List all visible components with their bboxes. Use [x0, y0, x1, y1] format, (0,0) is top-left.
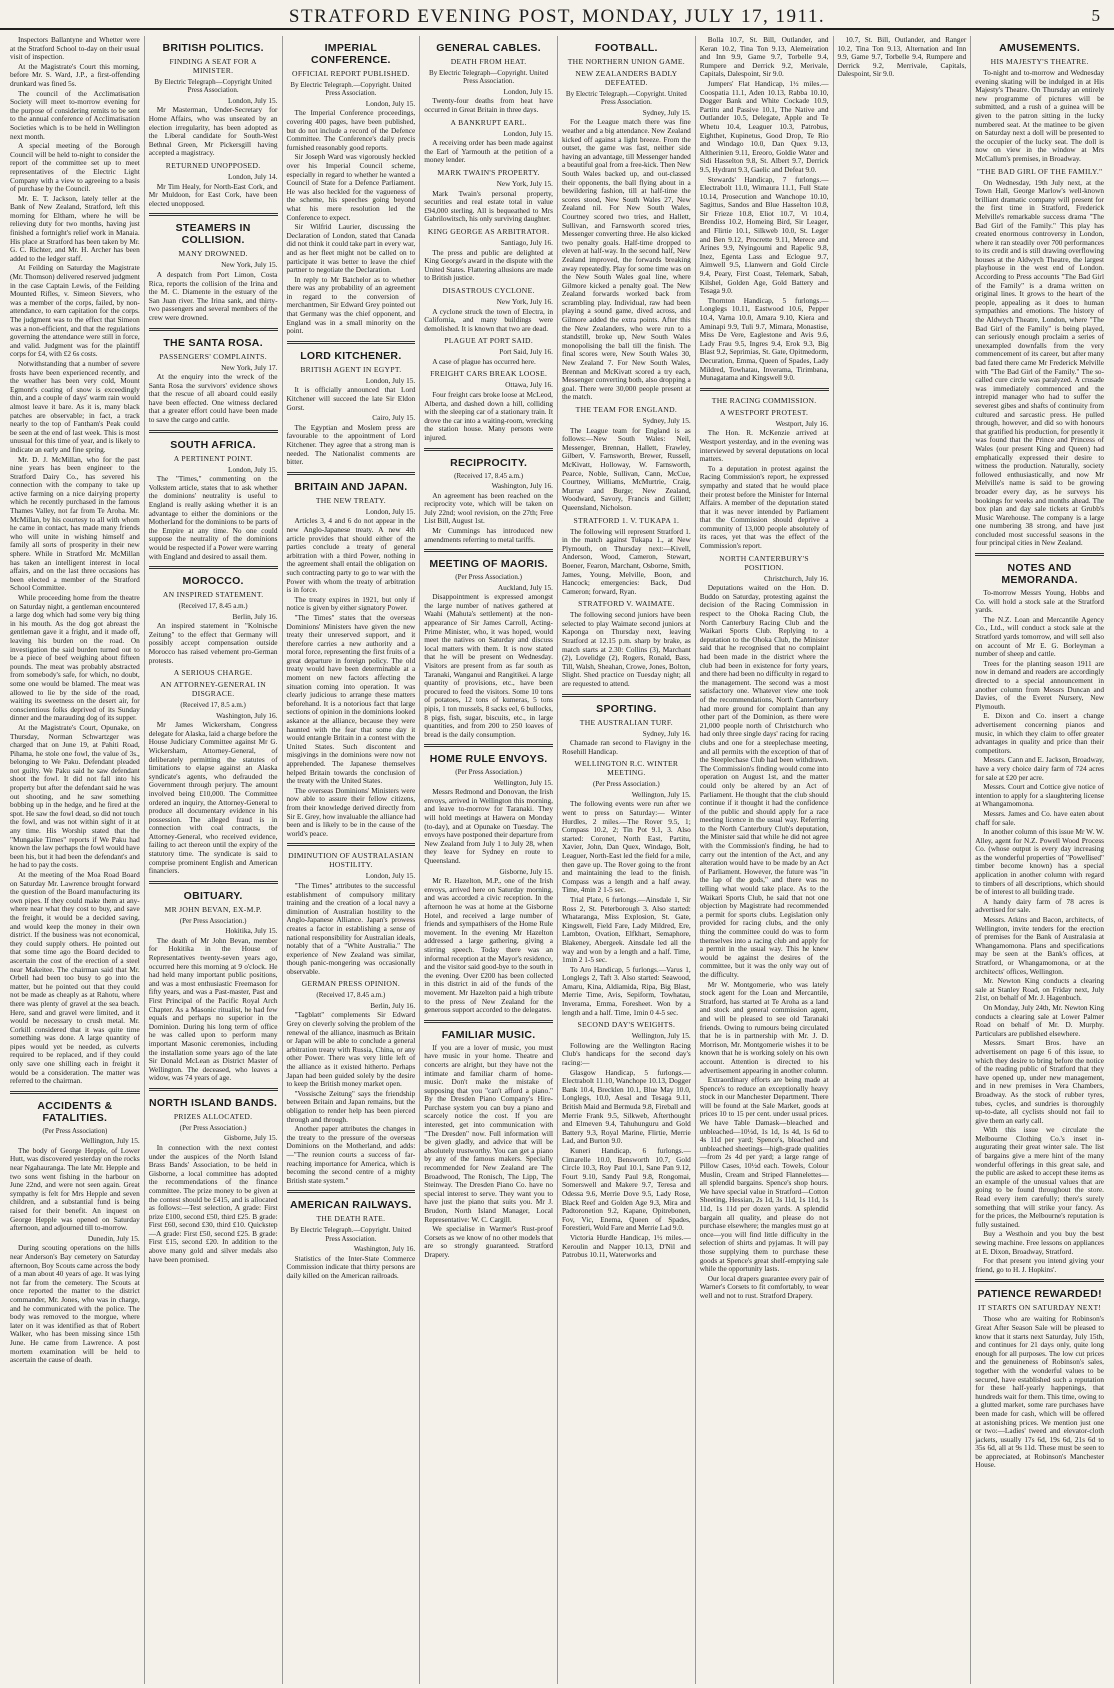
- article-paragraph: Mr. D. J. McMillan, who for the past nine years has been engineer to the Stratford Dairy Co., has severed his connection with the company to take up active farming on a nice dairying property which he recently purchased in the famous Thames Valley, not far from Te Aroha. Mr. McMillan, by his courtesy to all with whom he came in contact, has made many friends who will unite in wishing himself and family all sorts of prosperity in their new sphere. While in Stratford Mr. McMillan has taken an intelligent interest in local affairs, and on the last three occasions has been elected a member of the Stratford School Committee.: [10, 454, 140, 593]
- article-paragraph: A despatch from Port Limon, Costa Rica, reports the collision of the Irina and the M. C. Diamente in the estuary of the San Juan river. The Irina sank, and thirty-two passengers and several members of the crew were drowned.: [148, 269, 278, 322]
- dateline: Sydney, July 16.: [642, 728, 691, 738]
- sub-headline: A SERIOUS CHARGE.: [173, 668, 253, 678]
- dateline: Washington, July 16.: [491, 481, 553, 491]
- article-paragraph: The Imperial Conference proceedings, covering 400 pages, have been published, but do not include a record of the Defence Committee. The Conference's daily precis furnished reasonably good reports.: [286, 108, 416, 152]
- article-paragraph: To-night and to-morrow and Wednesday evening skating will be indulged in at His Majesty's Theatre. On Thursday an entirely new programme of pictures will be submitted, and a rush of a guinea will be given to the patron sitting in the lucky numbered seat. At the matinee to be given on Saturday next a doll will be presented to the occupier of the lucky seat. The doll is now on view in the window at Mrs McCallum's premises, in Broadway.: [975, 68, 1104, 163]
- wire-credit: (Received 17, 8.45 a.m.): [454, 471, 524, 480]
- wire-credit: (Received 17, 8.45 a.m.): [178, 602, 248, 611]
- column-rule: [424, 744, 553, 747]
- dateline: Berlin, July 16.: [232, 611, 278, 621]
- section-headline: NORTH ISLAND BANDS.: [149, 1096, 278, 1109]
- sub-headline: NEW ZEALANDERS BADLY DEFEATED.: [575, 69, 678, 87]
- section-headline: SPORTING.: [596, 702, 657, 715]
- dateline: Santiago, July 16.: [500, 237, 553, 247]
- article-paragraph: Mr. Newton King conducts a clearing sale at Stanley Road, on Friday next, July 21st, on behalf of Mr. J. Hagenbuch.: [975, 976, 1104, 1003]
- column-rule: [700, 388, 829, 391]
- article-paragraph: For the League match there was fine weather and a big attendance. New Zealand kicked off against a light breeze. From the outset, the game was fast, neither side having an advantage, till Messenger handed a beautiful goal from a free-kick. Then New South Wales backed up, and out-classed their opponents, the ball flying about in a bewildering fashion, till at half-time the scores stood, New South Wales 27, New Zealand nil. For New South Wales, Courtney scored two tries, and Hallett, Sullivan, and Farnsworth scored tries, Messenger converting three. He also kicked two penalty goals. Half-time dropped to eleven at half-way. In the second half, New Zealand improved, the forwards breaking away repeatedly. Play for some time was on the New South Wales goal line, where Gilmore kicked a penalty goal. The New Zealand forwards worked back from scrambling play. Individual, raw had been playing a sound game, dived across, and Gilmore added the extra points. After this the New Zealanders, who were run to a standstill, broke up, New South Wales monopolising the ball till the finish. The final scores were, New South Wales 30, New Zealand 7. For New South Wales, Brennan and McKivatt scored a try each, Messenger converting both, also dropping a goal. There were 30,000 people present at the match.: [562, 117, 691, 402]
- article-paragraph: Disappointment is expressed amongst the large number of natives gathered at Waahi (Mahuta's settlement) at the non-appearance of Sir James Carroll, Acting-Prime Minister, who, it was hoped, would meet the natives on Saturday and discuss local matters with them. It is now stated that he will be present on Wednesday. Visitors are present from as far south as Taranaki, Wanganui and Rangitikei. A large quantity of provisions, etc., have been procured to feed the visitors. Some 10 tons of potatoes, 12 tons of kumeras, 5 tons pipis, 1 ton mussels, 8 sacks eel, 6 bullocks, 8 pigs, fish, sugar, biscuits, etc., in large quantities, and from 200 to 250 loaves of bread is the daily consumption.: [424, 592, 553, 739]
- sub-headline: THE NORTHERN UNION GAME.: [567, 57, 685, 66]
- article-paragraph: The Egyptian and Moslem press are favourable to the appointment of Lord Kitchener. They agree that a strong man is needed. The Nationalist comments are bitter.: [286, 422, 416, 467]
- dateline: Cairo, July 15.: [372, 413, 416, 423]
- sub-headline: HIS MAJESTY'S THEATRE.: [990, 57, 1089, 66]
- dateline: New York, July 15.: [221, 260, 278, 270]
- dateline: Wellington, July 15.: [493, 777, 553, 787]
- article-paragraph: Messrs. Court and Cottice give notice of intention to apply for a slaughtering license at Whangamomona.: [975, 782, 1104, 809]
- article-paragraph: E. Dixon and Co. insert a change advertisement concerning pianos and music, in which they claim to offer greater advantages in quality and price than their competitors.: [975, 711, 1104, 755]
- newspaper-columns: [6, 36, 1108, 1684]
- sub-headline: MR JOHN BEVAN, EX-M.P.: [164, 904, 262, 914]
- column-rule: [287, 341, 416, 344]
- article-paragraph: Inspectors Ballantyne and Whetter were at the Stratford School to-day on their usual visit of inspection.: [10, 36, 140, 62]
- article-paragraph: "The Times" attributes to the successful establishment of compulsory military training and the creation of a local navy a diminution of Australian hostility to the Anglo-Japanese Alliance. Japan's prowess creates a factor in establishing a sense of national responsibility for Australian ideals, notably that of a "White Australia." The experience of New Zealand was similar, though panic-mongering was occasionally observable.: [286, 880, 416, 976]
- column-rule: [424, 1020, 553, 1023]
- sub-headline: NORTH CANTERBURY'S POSITION.: [719, 553, 809, 572]
- article-paragraph: Messrs. James and Co. have eaten about chaff for sale.: [975, 808, 1104, 827]
- wire-credit: (Per Press Association.): [593, 780, 660, 789]
- sub-headline: PRIZES ALLOCATED.: [173, 1111, 253, 1121]
- sub-headline: FINDING A SEAT FOR A MINISTER.: [169, 57, 257, 75]
- article-paragraph: Mr Tim Healy, for North-East Cork, and Mr Muldoon, for East Cork, have been elected unopposed.: [148, 181, 278, 208]
- article-paragraph: Sir Wilfrid Laurier, discussing the Declaration of London, stated that Canada did not think it could take part in every war, and as her fleet might not be called on to participate it was better to leave the chief partner to negotiate the Declaration.: [286, 222, 416, 275]
- dateline: Gisborne, July 15.: [223, 1133, 278, 1143]
- article-paragraph: At the meeting of the Moa Road Board on Saturday Mr. Lawrence brought forward the question of the Board manufacturing its own pipes. If they could make them at any-where near what they cost to buy, and save the freight, it would be a decided saving, and would keep the money in their own district. If the business was not economical, they could supply others. He pointed out that some time ago the Board decided to ascertain the cost of the erection of a steel near Makeitee. The chairman said that Mr. Orbell had been too busy to go into the matter, but he pointed out that they could not be made as cheaply as at Rahotu, where there was plenty of gravel at the sea beach. Here, sand and gravel were limited, and it would be necessary to crush metal. Mr. Corkill considered that it was quite time something was done. A large quantity of pipes would yet be needed, as culverts required to be replaced, and if they could only save one shilling each in freight it would be a consideration. The matter was referred to the chairman.: [10, 870, 140, 1086]
- wire-credit: (Per Press Association.): [455, 768, 522, 777]
- section-headline: NOTES AND MEMORANDA.: [1001, 562, 1078, 587]
- dateline: Dunedin, July 15.: [87, 1233, 140, 1243]
- sub-headline: PASSENGERS' COMPLAINTS.: [159, 351, 267, 361]
- section-headline: AMUSEMENTS.: [999, 42, 1081, 54]
- section-headline: LORD KITCHENER.: [300, 349, 402, 362]
- article-paragraph: On Wednesday, 19th July next, at the Town Hall, George Marlow's well-known brilliant dramatic company will present for the first time in Stratford, Frederick Melville's remarkable success drama "The Bad Girl of the Family." This play has created enormous controversy in London, where it ran steadily over 700 performances to its credit and is still drawing overflowing houses at the Aldwych Theatre, the largest playhouse in the west end of London. According to Press accounts "The Bad Girl of the Family" is a drama written on original lines. It grows to the heart of the people, appealing as it does to human sympathies and emotions. The history of the Aldwych Theatre, London, where "The Bad Girl of the Family" is being played, can seriously enough proclaim a series of unexampled downfalls from the very commencement of its career, but after many bad fated there came Mr Frederick Melville with "The Bad Girl of the Family." The so-called cure circle was paralyzed. A crusade was immediately commenced and the intrepid manager who had to suffer the severest gibes and shafts of continuity from cultured and sarcastic press. He pulled through, however, and did so with honours that gratified his production, for presently it was found that the Prince and Princess of Wales (our present King and Queen) had emphatically expressed their desire to witness the production. Naturally, society followed enthusiastically, and now Mr Melville's name is said to be growing broader every day, as he surveys his bookings for weeks and months ahead. The box plan and day sale tickets at Grubb's Music Warehouse. The company is a large one numbering 38 strong, and have just concluded most successful seasons in the four principal cities in New Zealand.: [975, 177, 1104, 548]
- article-paragraph: Chamade ran second to Flavigny in the Rosehill Handicap.: [562, 738, 691, 756]
- wire-credit: By Electric Telegraph.—Copyright. United Press Association.: [565, 90, 687, 107]
- dateline: Wellington, July 15.: [80, 1136, 140, 1146]
- article-paragraph: Our local drapers guarantee every pair of Warner's Corsets to fit comfortably, to wear well and not to rust. Stratford Drapery.: [699, 1273, 829, 1300]
- article-paragraph: Four freight cars broke loose at McLeod, Alberta, and dashed down a hill, colliding with the sleeping car of a stationary train. It drove the car into a waiting-room, wrecking the station house. Many persons were injured.: [424, 390, 553, 443]
- column-rule: [10, 1091, 140, 1094]
- article-paragraph: The death of Mr John Bevan, member for Hokitika in the House of Representatives twenty-seven years ago, occurred here this morning at 9 o'clock. He had held many important public positions, and was a most enthusiastic Freemason for fifty years, and was a Past-master, Past and First Principal of the Pacific Royal Arch Chapter. As a Masonic ritualist, he had few equals and perhaps no superior in the Dominion. During his long term of office he was called upon to perform many important Masonic ceremonies, including the installation some years ago of the late Sir Donald McLean as District Master of Wellington. The deceased, who leaves a widow, was 74 years of age.: [148, 935, 278, 1083]
- dateline: Auckland, July 15.: [497, 582, 553, 592]
- article-paragraph: Messrs Redmond and Donovan, the Irish envoys, arrived in Wellington this morning, and leave to-morrow for Taranaki. They will hold meetings at Hawera on Monday (to-day), and at Opunake on Tuesday. The envoys have postponed their departure from New Zealand from July 1 to July 28, when they leave for Sydney en route to Queensland.: [424, 787, 553, 866]
- sub-headline: FREIGHT CARS BREAK LOOSE.: [430, 369, 548, 379]
- section-headline: AMERICAN RAILWAYS.: [290, 1199, 412, 1212]
- sub-headline: "THE BAD GIRL OF THE FAMILY.": [976, 166, 1103, 176]
- sub-headline: AN ATTORNEY-GENERAL IN DISGRACE.: [160, 680, 266, 699]
- article-paragraph: The N.Z. Loan and Mercantile Agency Co., Ltd., will conduct a stock sale at the Stratford yards tomorrow, and will sell also on account of Mr E. G. Borleyman a number of sheep and cattle.: [975, 614, 1104, 659]
- article-paragraph: To Aro Handicap, 5 furlongs.—Varus 1, Longlegs 2, Taft 3. Also started: Seawood, Amaru, Kina, Aldiamida, Ripa, Big Blast, Merrie Time, Avis, Sepiform, Towhatau, Inverama, Emma, Foresheet. Won by a length and a half. Time, 1min 0 4-5 sec.: [562, 964, 691, 1017]
- sub-headline: A WESTPORT PROTEST.: [720, 407, 809, 417]
- column-rule: [562, 694, 691, 697]
- article-paragraph: A special meeting of the Borough Council will be held to-night to consider the report of the committee set up to meet representatives of the Electric Light Company with a view to agreeing to a basis of purchase by the Council.: [10, 141, 140, 194]
- column-rule: [287, 843, 416, 846]
- section-headline: THE SANTA ROSA.: [163, 336, 263, 349]
- article-paragraph: Mr R. Hazelton, M.P., one of the Irish envoys, arrived here on Saturday morning, and was accorded a civic reception. In the afternoon he was at home at the Gisborne Hotel, and received a large number of friends and sympathisers of the Home Rule movement. In the evening Mr Hazelton addressed a large gathering, giving a stirring speech. Today there was an informal reception at the Mayor's residence, and the visitor said good-bye to the south in the evening. Over £200 has been collected in this district in aid of the funds of the movement. Mr Hazelton paid a high tribute to the press of New Zealand for the generous support accorded to the delegates.: [424, 876, 553, 1015]
- article-paragraph: The following second juniors have been selected to play Waimate second juniors at Kaponga on Thursday next, leaving Stratford at 12.15 p.m. sharp by brake, as match starts at 2.30: Collins (3), Marchant (2), Lovelidge (2), Rogers, Ronald, Bass, Till, Walsh, Sheahan, Crowe, Jones, Bolton, Slight. Shed practice on Tuesday night; all are requested to attend.: [562, 610, 691, 689]
- article-paragraph: Following are the Wellington Racing Club's handicaps for the second day's racing:—: [562, 1040, 691, 1068]
- sub-headline: STRATFORD V. WAIMATE.: [578, 599, 675, 609]
- sub-headline: WELLINGTON R.C. WINTER MEETING.: [574, 759, 679, 778]
- article-paragraph: The following will represent Stratford 1. in the match against Tukapa 1., at New Plymouth, on Thursday next:—Kivell, Anderson, Wood, Cameron, Stewart, Boener, Fearon, Marchant, Osborne, Smith, James, Young, Melville, Boon, and Hancock; emergencies: Back, Dud Cameron; forward, Ryan.: [562, 526, 691, 596]
- sub-headline: DIMINUTION OF AUSTRALASIAN HOSTILITY.: [288, 851, 414, 870]
- sub-headline: IT STARTS ON SATURDAY NEXT!: [978, 1303, 1102, 1313]
- article-paragraph: The following events were run after we went to press on Saturday:— Winter Hurdles, 2 miles.—The Rover 9.5, 1; Compass 10.2, 2; Tin Pot 9.1, 3. Also started: Coronet, North East, Partitu, Xavier, John, Dan Quex, Windago, Bolt, Leaguer, North-East led the field for a mile, then gave up. The Rover going to the front and maintaining the lead to the finish. Compass was a length and a half away. Time, 4min 2 1-5 sec.: [562, 799, 691, 895]
- column-rule: [149, 328, 278, 331]
- sub-headline: OFFICIAL REPORT PUBLISHED.: [292, 69, 410, 78]
- dateline: London, July 15.: [365, 375, 416, 385]
- article-paragraph: At the Magistrate's Court, Opunake, on Thursday, Norman Schwartzger was charged that on June 19, at Pahiti Road, Pihama, he stole one fowl, the value of 3s., belonging to We Paku. Defendant pleaded not guilty. We Paku said he saw defendant shoot the fowl. It did not fall into his property but after the defendant said he was out shooting, and he saw something bobbing up in the hedge, and he fired at the spot. He saw the fowl dead, so did not touch the fowl, and was not within sight of it at any time. His Worship stated that the "Mungaike Times" reports if We Paku had known the law perhaps the fowl would have been his, but it had been the defendant's and he had to pay the costs.: [10, 722, 140, 870]
- article-paragraph: At the Magistrate's Court this morning, before Mr. S. Ward, J.P., a first-offending drunkard was fined 5s.: [10, 61, 140, 88]
- article-paragraph: The body of George Hepple, of Lower Hutt, was discovered yesterday on the rocks near Ngahauranga. The late Mr. Hepple and two sons went fishing in the harbour on June 22nd, and were not seen again. Great sympathy is felt for Mrs Hepple and seven children, and a substantial fund is being raised for their benefit. An inquest on George Hepple was opened on Saturday afternoon, and adjourned till to-morrow.: [10, 1145, 140, 1233]
- column-3: [282, 36, 420, 1684]
- sub-headline: MANY DROWNED.: [178, 249, 248, 259]
- article-paragraph: If you are a lover of music, you must have music in your home. Theatre and concerts are alright, but they have not the intimate and familiar charm of home-music. Don't make the mistake of supposing that you "can't afford a piano." By the Dresden Piano Company's Hire-Purchase system you can buy a piano and scarcely notice the cost. If you are interested, get into communication with "The Dresden" now. Full information will be given gladly, and advice that will be absolutely trustworthy. You can get a piano by any of the famous makers. Specially recommended for New Zealand are The Broadwood, The Ronisch, The Lipp, The Steinway. The Dresden Piano Co. have no special interest to serve. They want you to have just the piano that suits you. Mr J. Brudon, North Island Manager, Local Representative: W. C. Cargill.: [424, 1042, 553, 1224]
- column-rule: [149, 881, 278, 884]
- article-paragraph: Statistics of the Inter-State Commerce Commission indicate that thirty persons are daily killed on the American railroads.: [286, 1253, 416, 1280]
- article-paragraph: Buy a Westhoin and you buy the best sewing machine. Free lessons on appliances at E. Dixon, Broadway, Stratford.: [975, 1229, 1104, 1256]
- article-paragraph: Mr. E. T. Jackson, lately teller at the Bank of New Zealand, Stratford, left this morning for Eltham, where he will be relieving duty for two months, having just finished a fortnight's relief work in Manaia. His place at Stratford has been taken by Mr. G. C. Richter, and Mr. H. Archer has been added to the ledger staff.: [10, 193, 140, 263]
- article-paragraph: The overseas Dominions' Ministers were now able to assure their fellow citizens, from their knowledge derived directly from Sir E. Grey, how invaluable the alliance had been and is likely to be in the cause of the world's peace.: [286, 785, 416, 838]
- article-paragraph: Kuneri Handicap, 6 furlongs.—Cimarelle 10.0, Bensworth 10.7, Gold Circle 10.3, Roy Paul 10.1, Sane Pan 9.12, Fourt 9.10, Sandy Paul 9.8, Rongomai, Somerswell and Makere 9.7, Teresa and Odessa 9.6, Merrie Dove 9.5, Lady Rose, Black Reef and Golden Age 9.3, Mira and Padtoronetion 9.2, Kapane, Opitrebonen, Fov, Vic, Enema, Queen of Spades, Forestieri, Wold Fare and Merrie Lad 9.0.: [562, 1145, 691, 1233]
- article-paragraph: Twenty-four deaths from heat have occurred in Great Britain in three days.: [424, 96, 553, 114]
- sub-headline: AN INSPIRED STATEMENT.: [162, 590, 264, 600]
- dateline: Ottawa, July 16.: [505, 380, 553, 390]
- sub-headline: THE DEATH RATE.: [316, 1214, 386, 1224]
- article-paragraph: To a deputation in protest against the Racing Commission's report, he expressed sympathy and stated that he would place their protest before the Minister for Internal Affairs. A member of the deputation stated that it was never intended by Parliament that the Commission should deprive a community of 13,000 people absolutely of its races, yet that was the effect of the Commission's report.: [699, 463, 829, 551]
- article-paragraph: A receiving order has been made against the Earl of Yarmouth at the petition of a money lender.: [424, 138, 553, 165]
- sub-headline: DISASTROUS CYCLONE.: [442, 285, 535, 295]
- column-rule: [287, 1190, 416, 1193]
- column-rule: [149, 566, 278, 569]
- column-rule: [975, 1279, 1104, 1282]
- article-paragraph: The Hon. R. McKenzie arrived at Westport yesterday, and in the evening was interviewed by several deputations on local matters.: [699, 428, 829, 464]
- page-number: 5: [1091, 6, 1100, 25]
- dateline: London, July 15.: [503, 128, 553, 138]
- article-paragraph: Bolla 10.7, St. Bill, Outlander, and Keran 10.2, Tina Ton 9.13, Alemeiration and Inn 9.9, Game 9.7, Torbelle 9.4, Rumpere and Derrick 9.2, Merivale, Capitals, Dalespoint, Sir 9.0.: [699, 36, 829, 79]
- sub-headline: BRITISH AGENT IN EGYPT.: [300, 364, 402, 374]
- sub-headline: STRATFORD 1. V. TUKAPA 1.: [573, 515, 680, 525]
- dateline: New York, July 16.: [496, 296, 553, 306]
- article-paragraph: On Monday, July 24th, Mr. Newton King conducts a clearing sale at Lower Palmer Road on behalf of Mr. D. Murphy. Particulars are published elsewhere.: [975, 1002, 1104, 1038]
- article-paragraph: We specialise in Warmer's Rust-proof Corsets as we know of no other models that are so strongly guaranteed. Stratford Drapery.: [424, 1224, 553, 1259]
- column-rule: [149, 213, 278, 216]
- article-paragraph: Mr James Wickersham, Congress delegate for Alaska, laid a charge before the House Judiciary Committee against Mr G. Wickersham, Attorney-General, of deliberately permitting the statutes of limitations to elapse against an Alaska syndicate's agents, who defrauded the Government through perjury. The amount involved being £10,000. The Committee ordered an inquiry, the Attorney-General to produce all documentary evidence in his possession. The alleged fraud is in connection with coal contracts, the Attorney-General, who received evidence, failing to act thereon until the expiry of the statutory time. The syndicate is said to comprise prominent English and American financiers.: [148, 720, 278, 876]
- article-paragraph: A cyclone struck the town of Electra, in California, and many buildings were demolished. It is known that two are dead.: [424, 306, 553, 333]
- article-paragraph: "Tagblatt" complements Sir Edward Grey on cleverly solving the problem of the renewal of the alliance, inasmuch as Britain or Japan will be able to conclude a general arbitration treaty with Russia, China, or any other Power. There was very little left of the alliance as it existed hitherto. Perhaps Japan had been guided solely by the desire to keep the British money market open.: [286, 1010, 416, 1089]
- section-headline: GENERAL CABLES.: [436, 42, 541, 54]
- column-8: [970, 36, 1108, 1684]
- article-paragraph: The League team for England is as follows:—New South Wales: Neil, Messenger, Brennan, Hallett, Frawley, Gilbert, V. Farnsworth, Brewer, Russell, McKivatt, Holloway, W. Farnsworth, Pearce, Noble, Sullivan, Cann, McCue, Courtney, Williams, McMurtrie, Craig, Murray and Burge; New Zealand, Woodward, Savory, Francis and Gillett; Queensland, Nicholson.: [562, 425, 691, 512]
- article-paragraph: It is officially announced that Lord Kitchener will succeed the late Sir Eldon Gorst.: [286, 385, 416, 412]
- section-headline: OBITUARY.: [183, 889, 243, 902]
- article-paragraph: Another paper attributes the changes in the treaty to the pressure of the overseas Dominions on the Motherland, and adds:—"The reunion courts a success of far-reaching importance for America, which is becoming the second centre of a mighty British state system.": [286, 1124, 416, 1185]
- article-paragraph: 10.7, St. Bill, Outlander, and Ranger 10.2, Tina Ton 9.13, Alternation and Inn 9.9, Game 9.7, Torbelle 9.4, Rumpere and Derrick 9.2, Merrivale, Capitals, Dalespoint, Sir 9.0.: [837, 36, 967, 79]
- dateline: London, July 15.: [503, 86, 553, 96]
- wire-credit: (Per Press Association.): [179, 916, 247, 925]
- dateline: London, July 15.: [365, 871, 416, 881]
- dateline: London, July 15.: [365, 98, 416, 108]
- sub-headline: PLAGUE AT PORT SAID.: [444, 336, 534, 346]
- article-paragraph: While proceeding home from the theatre on Saturday night, a gentleman encountered a large dog which had some very big thing in his mouth. As the dog got abreast the gentleman gave it a fright, and it made off, leaving his burden on the road. On investigation the said burden turned out to be a piece of beef weighing about fifteen pounds. The meat was probably abstracted from somebody's safe, for which, no doubt, some one would be blamed. The meat was allowed to lie by the side of the road, waiting its sweetness on the desert air, for conscientious folks deprived of its Sunday dinner and the marauding dog of its supper.: [10, 593, 140, 723]
- column-rule: [287, 472, 416, 475]
- section-headline: RECIPROCITY.: [450, 456, 528, 469]
- article-paragraph: Those who are waiting for Robinson's Great After Season Sale will be pleased to know that it starts next Saturday, July 15th, and continues for 21 days only, quite long enough for all purposes. The low cut prices and the genuineness of Robinson's sales, together with the wonderful values to be secured, have established such a reputation for these half-yearly happenings, that hundreds wait for them. This time, owing to a glutted market, some rare purchases have been made for cash, which will be offered at astonishing prices. We mention just one or two:—Ladies' tweed and elevator-cloth jackets, usually 17s 6d, 19s 6d, 21s 6d to 35s 6d, all at 9s 11d. These must be seen to be appreciated, at Robinson's Manchester House.: [975, 1314, 1104, 1470]
- column-rule: [149, 1088, 278, 1091]
- article-paragraph: Stewards' Handicap, 7 furlongs.—Electrabolt 11.0, Wimaura 11.1, Full State 10.14, Prosecution and Wanchope 10.10, Sagittus, Sandos and Blue Hasselton 10.8, Sir Frieze 10.8, Eliot 10.7, Vi 10.4, Brendiss 10.2, Homeing Bird, Sir Leager, and Flirtie 10.1, Silkweb 10.0, St. Leger and Ben 9.12, Procrette 9.11, Merece and Arines 9.9, Nyingoumi and Rapelic 9.8, Inez, Egenta Lass and Eclogue 9.7, Aimwell 9.5, Llanwern and Gold Circle 9.4, Peary, First Coast, Telemark, Sabah, Kilshel, Golden Age, Gold Battery and Tesaga 9.0.: [699, 174, 829, 296]
- article-paragraph: Sir Joseph Ward was vigorously heckled over his Imperial Council scheme, especially in regard to whether he wanted a Council of State for a Defence Parliament. He was also heckled for the vagueness of the scheme, his speeches going beyond what his mere resolution led the Conference to expect.: [286, 152, 416, 222]
- wire-credit: By Electric Telegraph—Copyright. United Press Association.: [429, 69, 549, 86]
- article-paragraph: For that present you intend giving your friend, go to H. J. Hopkins'.: [975, 1256, 1104, 1274]
- article-paragraph: Notwithstanding that a number of severe frosts have been experienced recently, and the weather has been very cold, Mount Egmont's coating of snow is exceedingly thin, and a couple of days' warm rain would almost leave it bare. As it is, many black patches are observable; in fact, a track nearly to the top of Fantham's Peak could be seen at the end of last week. This is most unusual for this time of year, and is likely to indicate an early and fine spring.: [10, 358, 140, 454]
- masthead: [0, 0, 1114, 30]
- wire-credit: By Electric Telegraph.—Copyright. United Press Association.: [290, 81, 412, 98]
- column-rule: [149, 430, 278, 433]
- dateline: Hokitika, July 15.: [225, 926, 278, 936]
- wire-credit: (Received 17, 8.5 a.m.): [180, 701, 246, 710]
- section-headline: SOUTH AFRICA.: [170, 438, 256, 451]
- column-7: [833, 36, 971, 1684]
- article-paragraph: A handy dairy farm of 78 acres is advertised for sale.: [975, 896, 1104, 915]
- sub-headline: RETURNED UNOPPOSED.: [165, 160, 261, 170]
- column-1: [6, 36, 144, 1684]
- dateline: New York, July 15.: [496, 178, 553, 188]
- dateline: Wellington, July 15.: [631, 789, 691, 799]
- article-paragraph: Mr Cummings has introduced new amendments referring to metal tariffs.: [424, 526, 553, 544]
- article-paragraph: Messrs. Smart Bros. have an advertisement on page 6 of this issue, to which they desire to bring before the notice of the reading public of Stratford that they have opened up, under new management, and in new premises in Vera Chambers, Broadway. As the stock of rubber tyres, tubes, cycles, and sundries is thoroughly up-to-date, all cyclists should not fail to give them an early call.: [975, 1038, 1104, 1125]
- article-paragraph: The council of the Acclimatisation Society will meet to-morrow evening for the purpose of considering remits to be sent to the annual conference of Acclimatisation Societies which is to be held in Wellington next month.: [10, 88, 140, 141]
- article-paragraph: Jumpers' Flat Handicap, 1½ miles.—Coospatia 11.1, Aden 10.13, Rabba 10.10, Dogger Bank and White Cockade 10.9, Partitu and Passive 10.1, The Native and Outlander 10.5, Delegate, Apple and Te Whetu 10.4, Leaguer 10.3, Patrobus, Eighthet, Kupinetus, Good Drop, Te Rio and Windago 10.0, Dan Quex 9.13, Altherinien 9.11, Ereoro, Goldie Water and Sidi Hasselton 9.8, St. Albert 9.7, Derrick 9.5, Hydrant 9.3, Gaelic and Defeat 9.0.: [699, 78, 829, 174]
- article-paragraph: "Vossische Zeitung" says the friendship between Britain and Japan remains, but the obligation to render help has been pierced through and through.: [286, 1088, 416, 1124]
- article-paragraph: An inspired statement in "Kolnische Zeitung" to the effect that Germany will possibly accept compensation outside Morocco has raised vehement pro-German protests.: [148, 621, 278, 665]
- dateline: Sydney, July 15.: [642, 107, 691, 117]
- article-paragraph: An agreement has been reached on the reciprocity vote, which will be taken on July 22nd; wool revision, on the 27th; Free List Bill, August 1st.: [424, 490, 553, 526]
- section-headline: MOROCCO.: [182, 575, 244, 588]
- section-headline: BRITISH POLITICS.: [162, 42, 264, 54]
- dateline: London, July 14.: [228, 171, 278, 181]
- sub-headline: THE TEAM FOR ENGLAND.: [575, 405, 678, 414]
- section-headline: HOME RULE ENVOYS.: [429, 753, 548, 766]
- wire-credit: (Per Press Association.): [455, 573, 522, 582]
- column-5: [557, 36, 695, 1684]
- section-headline: FOOTBALL.: [594, 42, 658, 54]
- article-paragraph: The treaty expires in 1921, but only if notice is given by either signatory Power.: [286, 594, 416, 613]
- dateline: Washington, July 16.: [353, 1244, 416, 1254]
- article-paragraph: During scouting operations on the hills near Anderson's Bay cemetery on Saturday afternoon, Boy Scouts came across the body of a man about 40 years of age. It was lying not far from the cemetery. The Scouts at once reported the matter to the district commander, Mr. Jones, who was in charge, and he communicated with the police. The body was removed to the morgue, where later on it was identified as that of Robert Walker, who has been missing since 15th June. He came from Lawrence. A post mortem examination will be held to ascertain the cause of death.: [10, 1243, 140, 1365]
- column-6: [695, 36, 833, 1684]
- column-4: [419, 36, 557, 1684]
- wire-credit: (Per Press Association): [42, 1126, 108, 1135]
- article-paragraph: Glasgow Handicap, 5 furlongs.—Electrabolt 11.10, Wanchope 10.13, Dogger Bank 10.4, Brecklen 10.1, Blue May 10.0, Longlegs, 10.0, Aesal and Tesaga 9.11, British Maid and Bermuda 9.8, Fireball and Merrie Frank 9.5, Silkweb, Afterthought and Elmeven 9.4, Tahuhunguru and Gold Battery 9.3, Royal Marine, Flirtie, Merrie Lad, and Burton 9.0.: [562, 1067, 691, 1146]
- sub-headline: THE AUSTRALIAN TURF.: [579, 717, 673, 727]
- section-headline: ACCIDENTS & FATALITIES.: [37, 1099, 113, 1124]
- article-paragraph: In another column of this issue Mr W. W. Alley, agent for N.Z. Powell Wood Process Co. (whose output is every day increasing as the wonderful properties of "Powellised" timber become known) has a special application in another column with regard to timbers of all descriptions, which should be of interest to all building trade.: [975, 827, 1104, 897]
- article-paragraph: Mark Twain's personal property, securities and real estate total in value £94,000 sterling. All is bequeathed to Mrs Gabrilowitsch, his only surviving daughter.: [424, 188, 553, 224]
- dateline: Port Said, July 16.: [499, 347, 553, 357]
- sub-headline: THE RACING COMMISSION.: [711, 395, 817, 405]
- article-paragraph: In reply to Mr Batchelor as to whether there was any probability of an agreement in regard to the conversion of merchantmen, Sir Edward Grey pointed out that Germany was the chief opponent, and England was in a small minority on the point.: [286, 274, 416, 336]
- article-paragraph: In connection with the next contest under the auspices of the North Island Brass Bands' Association, to be held in Gisborne, a local committee has adopted the recommendations of the finance committee. The prize money to be given at the contest should be £415, and is allocated as follows:—Test selection, A grade: First prize £100, second £50, third £25. B grade: First £60, second £30, third £10. Quickstep—A grade: First £50, second £25. B grade: First £15, second £20. In addition to the above many gold and silver medals also have been promised.: [148, 1142, 278, 1264]
- article-paragraph: With this issue we circulate the Melbourne Clothing Co.'s inset in-augurating their great winter sale. The list of bargains give a mere hint of the many wonderful offerings in this great sale, and the public are asked to accept these items as an example of the unusual values that are going to be found throughout the store. Read every item carefully; there's surely something that will strike your fancy. As for the prices, the Melbourne's reputation is fully sustained.: [975, 1125, 1104, 1229]
- article-paragraph: "The Times" states that the overseas Dominions' Ministers have given the new treaty their unreserved support, and it therefore carries a new authority and a moral force, representing the first fruits of a great departure in foreign policy. The old treaty would have been determinable at a moment on new factors affecting the situation coming into operation. It was clearly judicious to arrange these matters beforehand. It is a notorious fact that large sections of opinion in the dominions looked askance at the alliance, because they were haunted with the fear that some day it would entangle Britain in a contest with the United States. Such discontent and misgivings in the dominions were now not apprehended. The Japanese themselves helped Britain towards the conclusion of the treaty with the United States.: [286, 612, 416, 786]
- article-paragraph: Deputations waited on the Hon. D. Buddo on Saturday, protesting against the decision of the Racing Commission in respect to the Ohoka Racing Club, the North Canterbury Racing Club and the Waikari Sports Club. Replying to a deputation to the Ohoka Club, the Minister said that he recognised that no complaint had been made in the district where the club had been in existence for forty years, and there had been no difficulty in regard to the management. The second was a most satisfactory one. Whatever view one took of the recommendations, North Canterbury had more ground for complaint than any other part of the Dominion, as there were 21,000 people north of Christchurch who had only three single days' racing for racing clubs and one for a steeplechase meeting, and all permits with the exception of that of the Steeplechase Club had been withdrawn. The Commission's finding would come into operation on August 1st, and the matter could only be altered by an Act of Parliament. He thought that the club should continue if it thought it had the confidence of the public and should apply for a race meeting licence in the usual way. Referring to the North Canterbury Club's deputation, the Minister said that while he did not agree with the Commission's finding, he had to carry out the intention of the Act, and any alteration would have to be made by an Act of Parliament. However, the future was "in the lap of the gods," and there was no telling what would take place. As to the Waikari Sports Club, he said that not one objection by Magistrate had recommended a permit for sports clubs. Legislation only provided for racing clubs, and the only thing the committee could do was to form themselves into a racing club and apply for a permit in the usual way. This he knew would be against the desires of the committee, but it was the only way out of the difficulty.: [699, 583, 829, 979]
- sub-headline: DEATH FROM HEAT.: [450, 57, 527, 66]
- dateline: London, July 15.: [228, 464, 278, 474]
- article-paragraph: To-morrow Messrs Young, Hobbs and Co. will hold a stock sale at the Stratford yards.: [975, 588, 1104, 615]
- article-paragraph: At the enquiry into the wreck of the Santa Rosa the survivors' evidence shows that the rescue of all aboard could easily have been effected. One witness declared that a greater effort could have been made to save the cargo and cattle.: [148, 372, 278, 425]
- column-rule: [424, 549, 553, 552]
- dateline: New York, July 17.: [221, 362, 278, 372]
- wire-credit: By Electric Telegraph—Copyright United Press Association.: [154, 78, 272, 95]
- article-paragraph: A case of plague has occurred here.: [432, 356, 536, 366]
- wire-credit: (Received 17, 8.45 a.m.): [316, 991, 386, 1000]
- article-paragraph: Extraordinary efforts are being made at Spence's to reduce an exceptionally heavy stock in our Manchester Department. There will be found at the Sale Market, goods at prices 10 to 15 per cent. under usual prices. We have Table Damask—bleached and unbleached—10½d, 1s 1d, 1s 4d, 1s 6d to 4s 11d per yard; Spence's, bleached and unbleached sheetings—high-grade qualities—from 2s 4d per yard; a large range of Pillow Cases, 10½d each. Towels, Colour Muslin, Cream and Striped Flannelettes—all splendid bargains. Spence's shop hours. We have special value in Stratford—Cotton Sheeting, Hessian, 2s 1d, 3s 11d, 1s 11d, 1s 11d, 1s 11d per dozen yards. A splendid bargain all quality, and please do not purchase elsewhere; the mangles must go at once—you will find little difficulty in the selection of shirts and pyjamas. It will pay those supplying them to purchase these goods at Spence's great shelf-emptying sale while the opportunity lasts.: [699, 1075, 829, 1274]
- sub-headline: KING GEORGE AS ARBITRATOR.: [427, 226, 550, 236]
- section-headline: STEAMERS IN COLLISION.: [175, 222, 251, 247]
- article-paragraph: The press and public are delighted at King George's award in the dispute with the United States. Flattering allusions are made to British justice.: [424, 247, 553, 283]
- article-paragraph: Mr Masterman, Under-Secretary for Home Affairs, who was unseated by an election irregularity, has been adopted as the Liberal candidate for South-West Bethnal Green, Mr Pickersgill having accepted a magistracy.: [148, 105, 278, 158]
- article-paragraph: At Feilding on Saturday the Magistrate (Mr. Thomson) delivered reserved judgment in the case Captain Lewis, of the Feilding Mounted Rifles, v. Simeon Sievers, who was a member of the corps, failed, by non-attendance, to earn capitation for the corps. The judgment was to the effect that Simeon was a non-efficient, and that the regulations governing the attendance were still in force, and valid. Judgment was for the plaintiff corps for £4, with £2 6s costs.: [10, 263, 140, 359]
- dateline: Washington, July 16.: [216, 710, 278, 720]
- column-2: [144, 36, 282, 1684]
- wire-credit: By Electric Telegraph.—Copyright. United Press Association.: [290, 1226, 412, 1243]
- dateline: Berlin, July 16.: [370, 1000, 416, 1010]
- section-headline: IMPERIAL CONFERENCE.: [311, 42, 391, 66]
- article-paragraph: Trial Plate, 6 furlongs.—Ainsdale 1, Sir Ross 2, St. Peterborough 3. Also started: Whataranga, Miss Explosion, St. Gate, Kingswell, Field Fare, Lady Mildred, Ere, Lambton, Ovation, Elfkhart, Semaphore, Blakeney, Abergeek. Ainsdale led all the way and won by a length and a half. Time, 1min 2 1-5 sec.: [562, 894, 691, 965]
- sub-headline: A PERTINENT POINT.: [173, 453, 253, 463]
- dateline: Wellington, July 15.: [631, 1031, 691, 1041]
- section-headline: MEETING OF MAORIS.: [429, 558, 548, 571]
- dateline: Christchurch, July 16.: [764, 573, 829, 583]
- article-paragraph: Mr W. Montgomerie, who was lately stock agent for the Loan and Mercantile, Stratford, has started at Te Aroha as a land and stock and general commission agent, and will be pleased to see old Taranaki friends. Owing to rumours being circulated that he is in partnership with Mr. J. D. Morrison, Mr. Montgomerie wishes it to be known that he is working solely on his own account. Attention is directed to his advertisement appearing in another column.: [699, 979, 829, 1075]
- column-rule: [975, 553, 1104, 556]
- article-paragraph: Messrs. Atkins and Bacon, architects, of Wellington, invite tenders for the erection of premises for the Bank of Australasia at Whangamomona. Plans and specifications may be seen at the Bank's offices, at Stratford, or Whangamomona, or at the architects' offices, Wellington.: [975, 915, 1104, 976]
- dateline: London, July 15.: [228, 95, 278, 105]
- column-rule: [424, 448, 553, 451]
- wire-credit: (Per Press Association.): [179, 1123, 247, 1132]
- dateline: Gisborne, July 15.: [499, 866, 553, 876]
- sub-headline: SECOND DAY'S WEIGHTS.: [577, 1020, 676, 1030]
- sub-headline: MARK TWAIN'S PROPERTY.: [437, 167, 540, 177]
- section-headline: BRITAIN AND JAPAN.: [294, 480, 408, 493]
- dateline: Westport, July 16.: [775, 418, 829, 428]
- article-paragraph: Messrs. Cann and E. Jackson, Broadway, have a very choice dairy farm of 724 acres for sale at £20 per acre.: [975, 755, 1104, 782]
- article-paragraph: Trees for the planting season 1911 are now in demand and readers are accordingly directed to a special announcement in another column from Messrs Duncan and Davies, of the Everet Nursery, New Plymouth.: [975, 658, 1104, 711]
- article-paragraph: Thornton Handicap, 5 furlongs.—Longlegs 10.11, Eastwood 10.6, Pepper 10.4, Varna 10.0, Amara 9.10, Kiera and Aminapi 9.9, Tuli 9.7, Mimara, Monastise, Miss De Vere, Eaglestone and Avis 9.6, Lady Frau 9.5, Ingres 9.4, Erok 9.3, Big Blast 9.2, Seprimias, St. Gate, Opitmedorm, Decuration, Emma, Queen of Spades, Lady Mildred, Towhatau, Inverama, Tirimbana, Munagatama and Kingswell 9.0.: [699, 295, 829, 383]
- newspaper-title: STRATFORD EVENING POST, MONDAY, JULY 17, 1911.: [288, 6, 826, 27]
- sub-headline: A BANKRUPT EARL.: [450, 117, 527, 127]
- section-headline: FAMILIAR MUSIC.: [441, 1028, 536, 1041]
- dateline: London, July 15.: [365, 506, 416, 516]
- dateline: Sydney, July 15.: [642, 416, 691, 425]
- article-paragraph: Articles 3, 4 and 6 do not appear in the new Anglo-Japanese treaty. A new 4th article provides that should either of the parties conclude a treaty of general arbitration with a third Power, nothing in the agreement shall entail the obligation on such contracting party to go to war with the Power with whom the treaty of arbitration is in force.: [286, 516, 416, 595]
- sub-headline: GERMAN PRESS OPINION.: [301, 979, 401, 989]
- sub-headline: THE NEW TREATY.: [315, 495, 386, 505]
- article-paragraph: The "Times," commenting on the Volkstem article, states that to ask whether the dominions' neutrality is useful to England is really asking whether it is an advantage to either the dominions or the Motherland for the dominions to be parts of the Empire at any time. No one could suppose the neutrality of the dominions would be respected if a Power were warring with England and desired to assail them.: [148, 474, 278, 561]
- article-paragraph: Victoria Hurdle Handicap, 1½ miles.—Keroulin and Napper 10.13, D'Nil and Patrobus 10.11, Waterworks and: [562, 1232, 691, 1260]
- section-headline: PATIENCE REWARDED!: [977, 1288, 1102, 1301]
